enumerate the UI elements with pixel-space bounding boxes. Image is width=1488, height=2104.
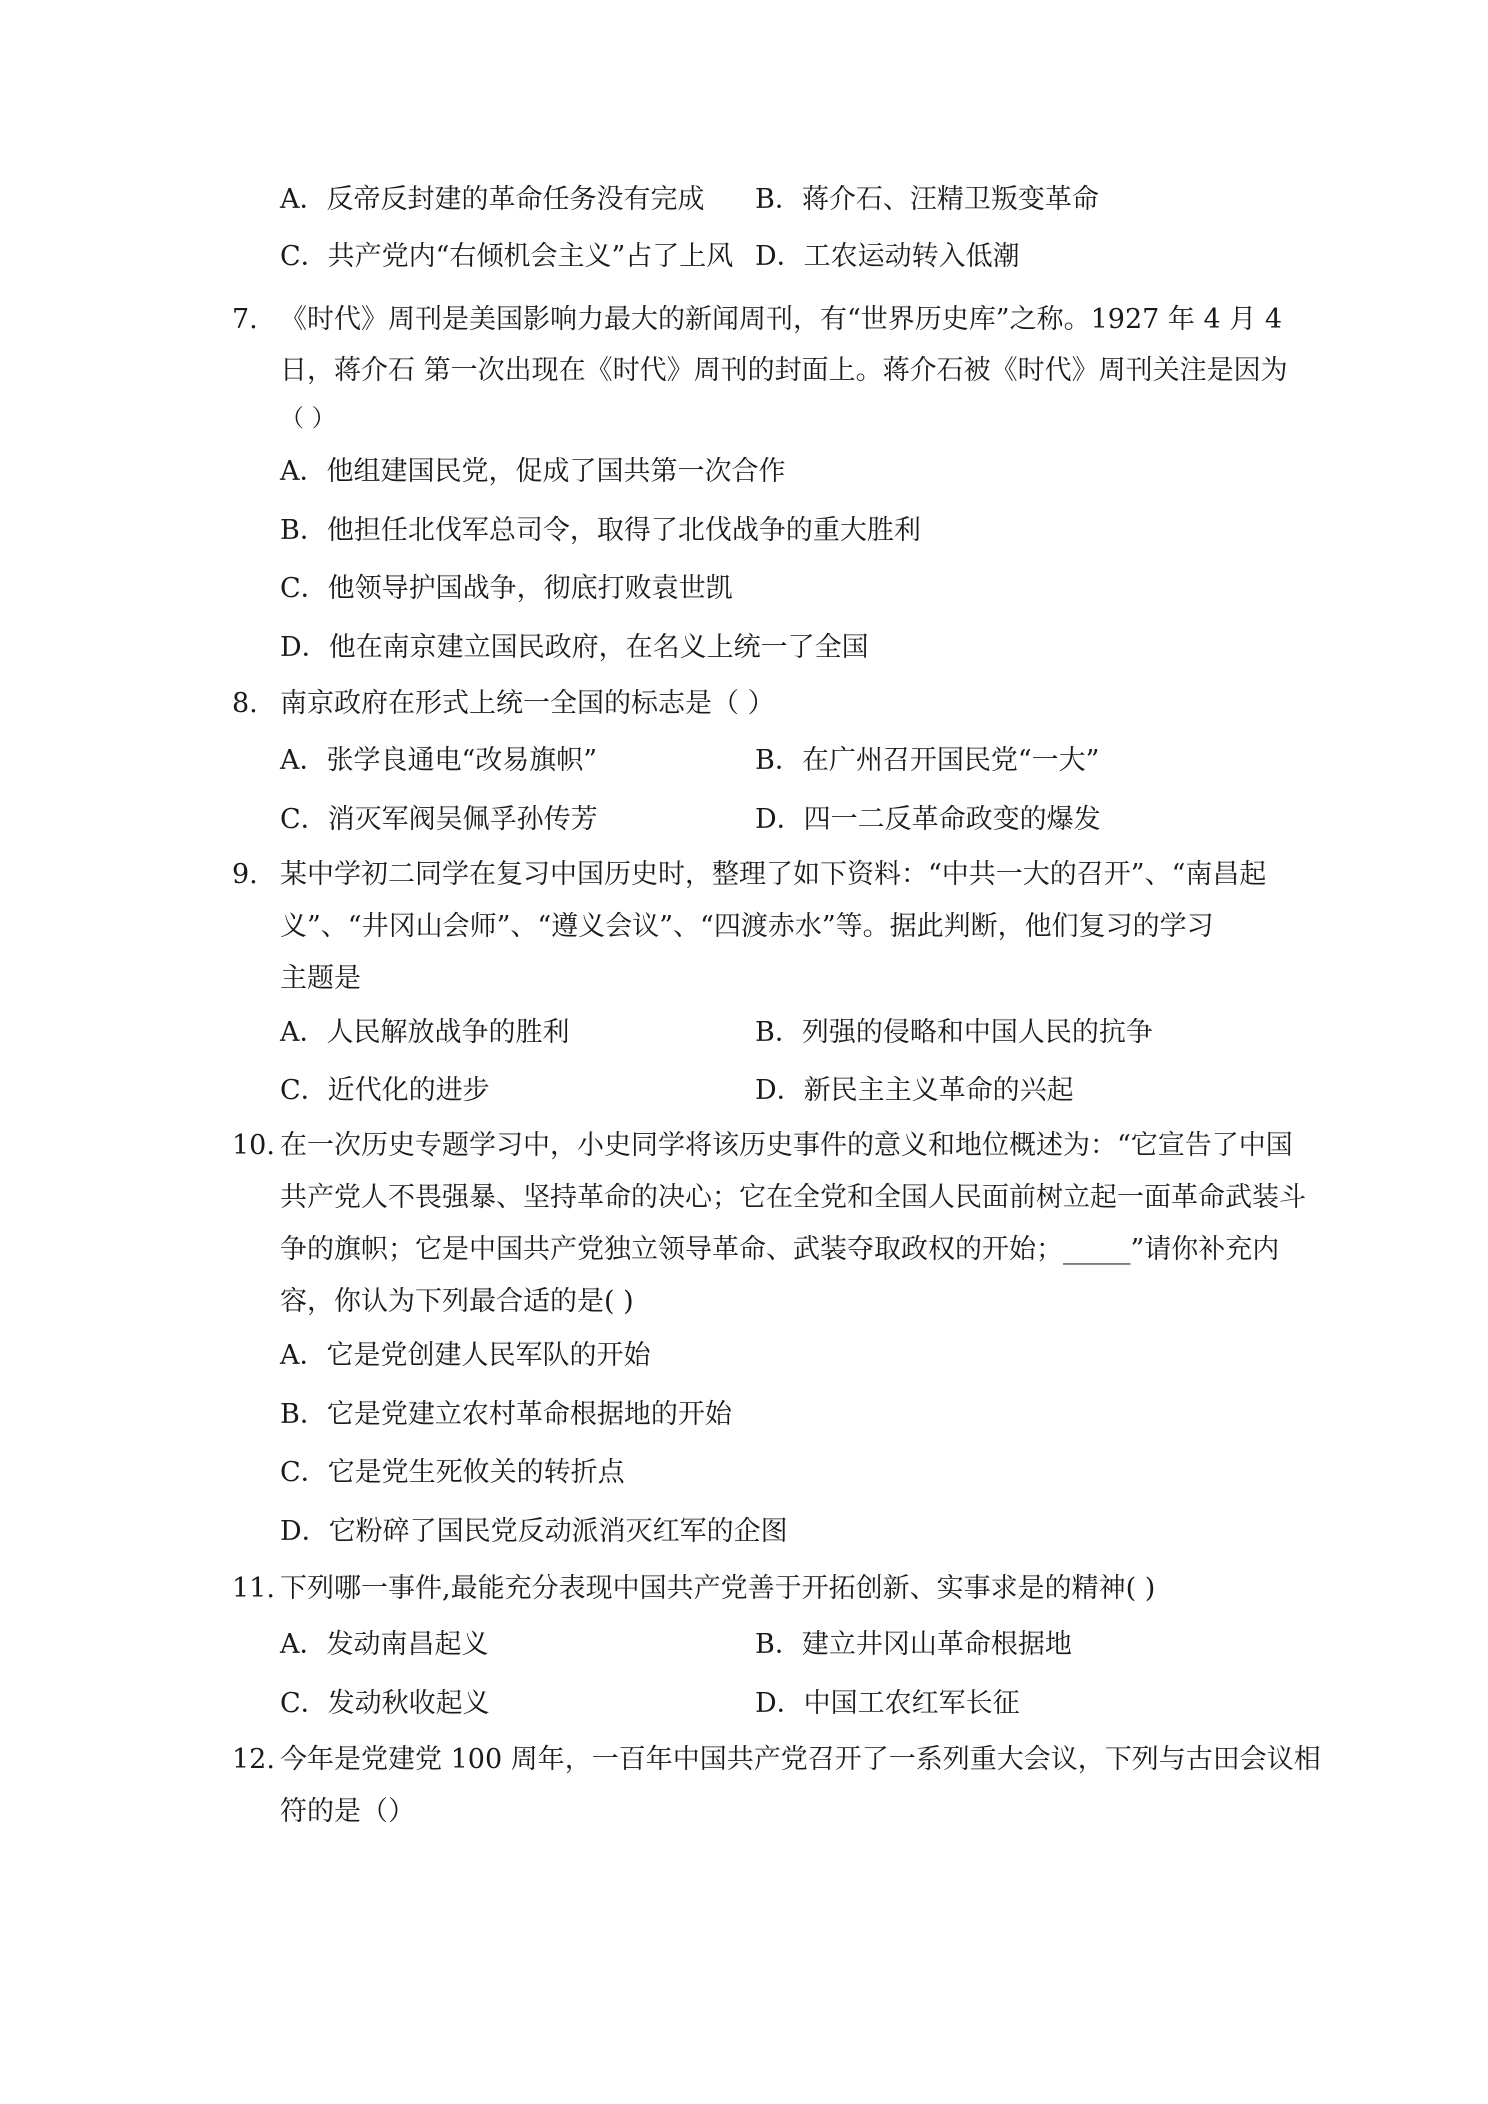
q12-stem-line-2: 符的是（） [280, 1796, 415, 1827]
q11-stem-line-1: 下列哪一事件,最能充分表现中国共产党善于开拓创新、实事求是的精神( ) [280, 1573, 1156, 1604]
q11-option-c: C．发动秋收起义 [280, 1688, 490, 1719]
q11-option-d: D．中国工农红军长征 [755, 1688, 1020, 1719]
q8-option-a: A．张学良通电“改易旗帜” [280, 745, 598, 776]
q9-stem-line-1: 某中学初二同学在复习中国历史时，整理了如下资料：“中共一大的召开”、“南昌起 [280, 859, 1267, 890]
q9-option-c: C．近代化的进步 [280, 1075, 490, 1106]
q7-option-a: A．他组建国民党，促成了国共第一次合作 [280, 456, 786, 487]
q10-stem-line-1: 在一次历史专题学习中，小史同学将该历史事件的意义和地位概述为：“它宣告了中国 [280, 1130, 1293, 1161]
q7-stem-line-2: 日，蒋介石 第一次出现在《时代》周刊的封面上。蒋介石被《时代》周刊关注是因为 [280, 355, 1288, 386]
q11-option-a: A．发动南昌起义 [280, 1629, 489, 1660]
q6-option-a: A．反帝反封建的革命任务没有完成 [280, 184, 705, 215]
q6-option-d: D．工农运动转入低潮 [755, 241, 1020, 272]
q7-stem-line-1: 《时代》周刊是美国影响力最大的新闻周刊，有“世界历史库”之称。1927 年 4 月 4 [280, 304, 1283, 335]
q9-option-b: B．列强的侵略和中国人民的抗争 [755, 1017, 1153, 1048]
q7-option-c: C．他领导护国战争，彻底打败袁世凯 [280, 573, 733, 604]
q11-number: 11. [232, 1573, 275, 1604]
q8-option-c: C．消灭军阀吴佩孚孙传芳 [280, 804, 598, 835]
q10-stem-line-4: 容，你认为下列最合适的是( ) [280, 1286, 634, 1317]
q7-option-d: D．他在南京建立国民政府，在名义上统一了全国 [280, 632, 869, 663]
q10-option-c: C．它是党生死攸关的转折点 [280, 1457, 625, 1488]
q7-stem-line-3: （ ） [280, 404, 336, 432]
q9-option-d: D．新民主主义革命的兴起 [755, 1075, 1074, 1106]
q9-number: 9. [232, 859, 258, 890]
q6-option-c: C．共产党内“右倾机会主义”占了上风 [280, 241, 734, 272]
q11-option-b: B．建立井冈山革命根据地 [755, 1629, 1072, 1660]
q9-stem-line-3: 主题是 [280, 963, 361, 994]
q12-number: 12. [232, 1744, 275, 1775]
q7-option-b: B．他担任北伐军总司令，取得了北伐战争的重大胜利 [280, 515, 921, 546]
q10-stem-line-2: 共产党人不畏强暴、坚持革命的决心；它在全党和全国人民面前树立起一面革命武装斗 [280, 1182, 1306, 1213]
q8-option-d: D．四一二反革命政变的爆发 [755, 804, 1101, 835]
q8-option-b: B．在广州召开国民党“一大” [755, 745, 1100, 776]
q9-option-a: A．人民解放战争的胜利 [280, 1017, 570, 1048]
q8-number: 8. [232, 688, 258, 719]
q8-stem-line-1: 南京政府在形式上统一全国的标志是（ ） [280, 688, 775, 719]
q12-stem-line-1: 今年是党建党 100 周年，一百年中国共产党召开了一系列重大会议，下列与古田会议相 [280, 1744, 1321, 1775]
q7-number: 7. [232, 304, 258, 335]
q10-option-d: D．它粉碎了国民党反动派消灭红军的企图 [280, 1516, 788, 1547]
q10-option-b: B．它是党建立农村革命根据地的开始 [280, 1399, 732, 1430]
q9-stem-line-2: 义”、“井冈山会师”、“遵义会议”、“四渡赤水”等。据此判断，他们复习的学习 [280, 911, 1214, 942]
q10-option-a: A．它是党创建人民军队的开始 [280, 1340, 651, 1371]
q10-number: 10. [232, 1130, 275, 1161]
q10-stem-line-3: 争的旗帜；它是中国共产党独立领导革命、武装夺取政权的开始；_____”请你补充内 [280, 1234, 1280, 1265]
q6-option-b: B．蒋介石、汪精卫叛变革命 [755, 184, 1099, 215]
